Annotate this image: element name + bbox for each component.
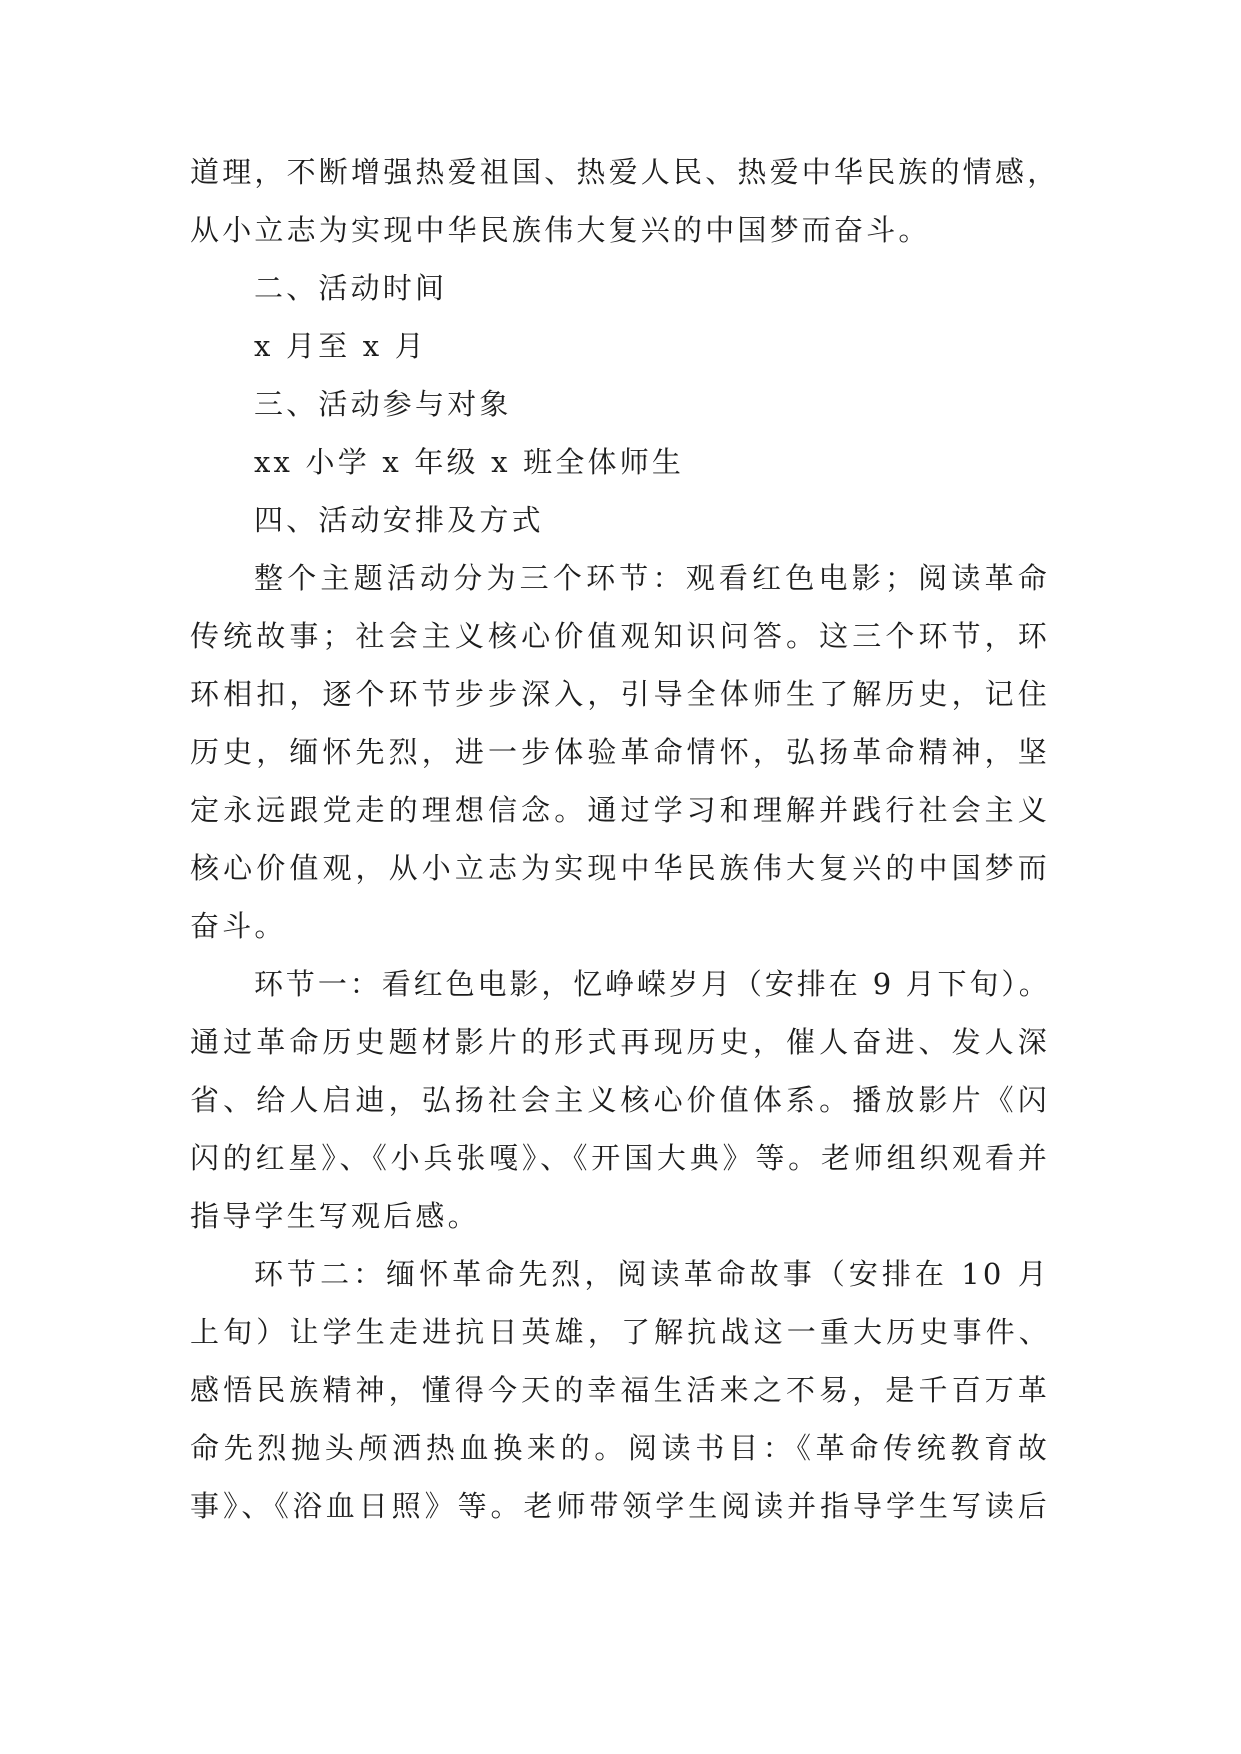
paragraph-line: 核心价值观，从小立志为实现中华民族伟大复兴的中国梦而 — [190, 851, 1050, 885]
paragraph-line: 奋斗。 — [190, 909, 287, 943]
paragraph-line: 闪的红星》、《小兵张嘎》、《开国大典》等。老师组织观看并 — [190, 1141, 1050, 1175]
section-heading-participants: 三、活动参与对象 — [254, 387, 512, 421]
paragraph-line: 通过革命历史题材影片的形式再现历史，催人奋进、发人深 — [190, 1025, 1050, 1059]
paragraph-line: 定永远跟党走的理想信念。通过学习和理解并践行社会主义 — [190, 793, 1050, 827]
paragraph-line: 道理，不断增强热爱祖国、热爱人民、热爱中华民族的情感， — [190, 155, 1060, 189]
paragraph-line: 传统故事；社会主义核心价值观知识问答。这三个环节，环 — [190, 619, 1050, 653]
paragraph-line: 上旬）让学生走进抗日英雄，了解抗战这一重大历史事件、 — [190, 1315, 1050, 1349]
paragraph-line: 指导学生写观后感。 — [190, 1199, 480, 1233]
section-heading-arrangement: 四、活动安排及方式 — [254, 503, 544, 537]
paragraph-line: 命先烈抛头颅洒热血换来的。阅读书目：《革命传统教育故 — [190, 1431, 1050, 1465]
paragraph-line: 事》、《浴血日照》等。老师带领学生阅读并指导学生写读后 — [190, 1489, 1050, 1523]
paragraph-line: 环节二：缅怀革命先烈，阅读革命故事（安排在 10 月 — [254, 1257, 1050, 1291]
section-heading-time: 二、活动时间 — [254, 271, 448, 305]
paragraph-line: 感悟民族精神，懂得今天的幸福生活来之不易，是千百万革 — [190, 1373, 1050, 1407]
paragraph-line: 整个主题活动分为三个环节：观看红色电影；阅读革命 — [254, 561, 1050, 595]
paragraph-line: 省、给人启迪，弘扬社会主义核心价值体系。播放影片《闪 — [190, 1083, 1050, 1117]
paragraph-line: 历史，缅怀先烈，进一步体验革命情怀，弘扬革命精神，坚 — [190, 735, 1050, 769]
paragraph-line: 环相扣，逐个环节步步深入，引导全体师生了解历史，记住 — [190, 677, 1050, 711]
section-text-time: x 月至 x 月 — [254, 329, 427, 363]
document-body — [190, 143, 1060, 1535]
paragraph-line: 环节一：看红色电影，忆峥嵘岁月（安排在 9 月下旬）。 — [254, 967, 1050, 1001]
section-text-participants: xx 小学 x 年级 x 班全体师生 — [254, 445, 685, 479]
paragraph-line: 从小立志为实现中华民族伟大复兴的中国梦而奋斗。 — [190, 213, 931, 247]
